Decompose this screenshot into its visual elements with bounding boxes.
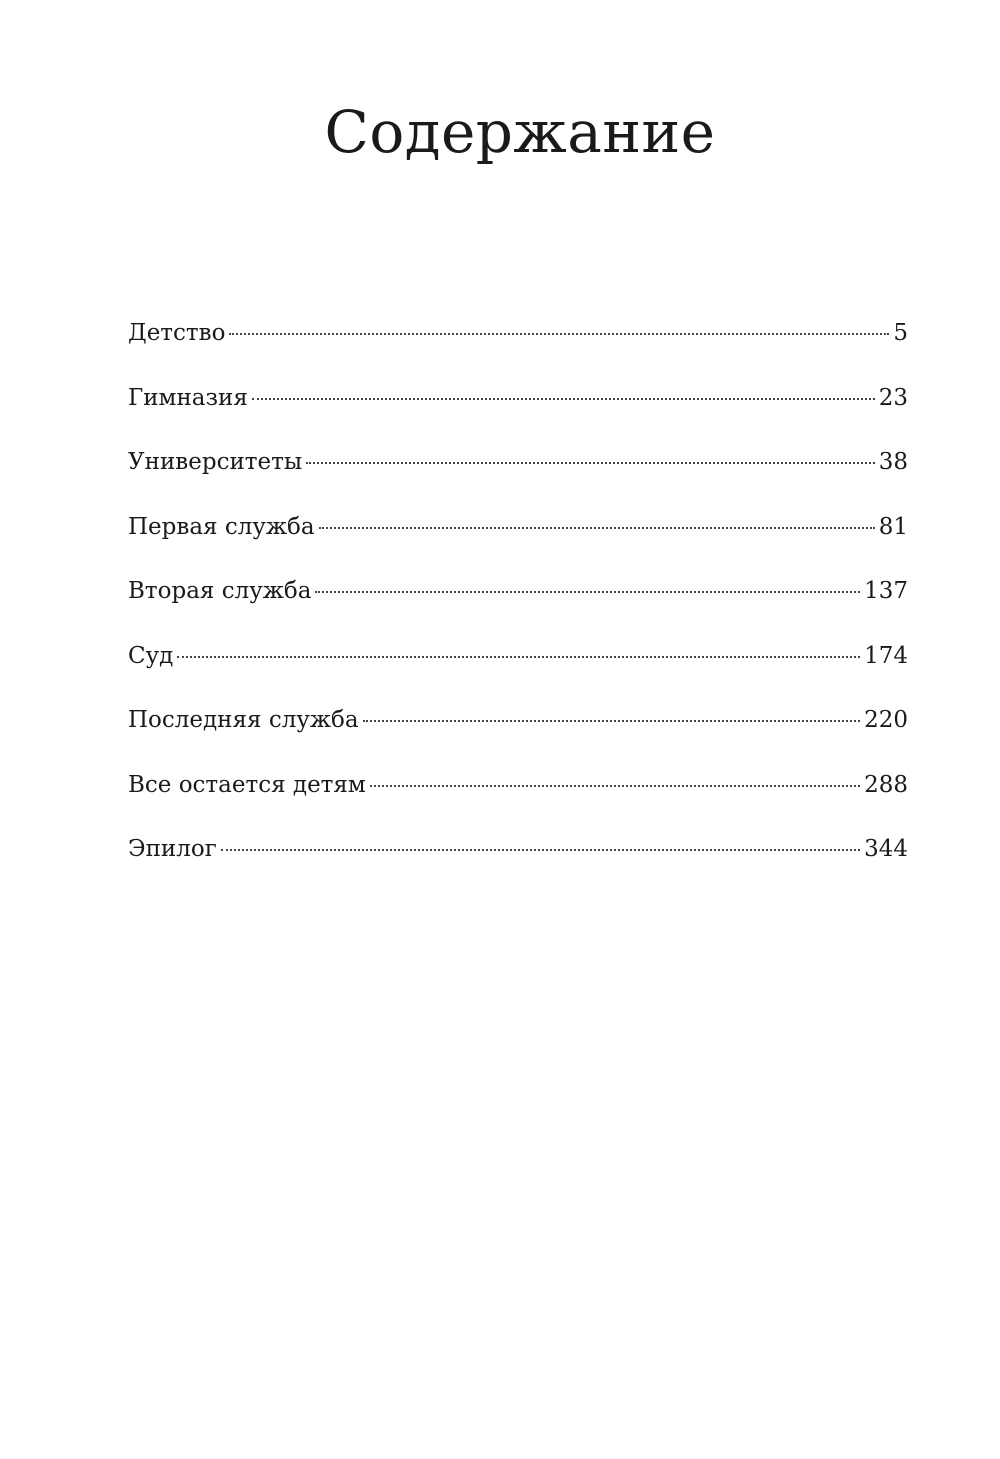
dot-leader (252, 398, 875, 400)
toc-entry-title: Детство (128, 320, 226, 346)
toc-entry-title: Вторая служба (128, 578, 312, 604)
dot-leader (363, 720, 861, 722)
toc-entry-page: 344 (864, 836, 908, 862)
page-title: Содержание (324, 98, 716, 166)
toc-entry-title: Гимназия (128, 384, 248, 411)
toc-entry-title: Первая служба (128, 513, 315, 540)
toc-entry (128, 699, 908, 764)
table-of-contents (128, 312, 908, 893)
dot-leader (177, 656, 860, 658)
toc-entry-page: 38 (878, 449, 908, 475)
toc-entry-page: 5 (893, 320, 908, 346)
toc-entry-title: Эпилог (128, 836, 217, 862)
toc-entry-page: 220 (864, 707, 908, 733)
toc-entry (128, 828, 908, 893)
dot-leader (315, 591, 860, 593)
toc-entry (128, 635, 908, 700)
toc-entry (128, 506, 908, 571)
toc-entry (128, 312, 908, 377)
toc-entry-title: Все остается детям (128, 771, 366, 798)
dot-leader (221, 849, 860, 851)
dot-leader (319, 527, 875, 529)
dot-leader (370, 785, 860, 787)
toc-entry-title: Суд (128, 642, 174, 669)
dot-leader (306, 462, 875, 464)
toc-entry-page: 288 (864, 771, 908, 798)
toc-entry-page: 81 (878, 513, 908, 540)
toc-entry (128, 570, 908, 635)
toc-entry-title: Последняя служба (128, 707, 359, 733)
dot-leader (229, 333, 889, 335)
toc-entry-page: 23 (878, 384, 908, 411)
toc-entry (128, 441, 908, 506)
toc-entry-page: 174 (864, 642, 908, 669)
toc-entry (128, 377, 908, 442)
toc-entry-title: Университеты (128, 449, 303, 475)
toc-entry (128, 764, 908, 829)
toc-entry-page: 137 (864, 578, 908, 604)
